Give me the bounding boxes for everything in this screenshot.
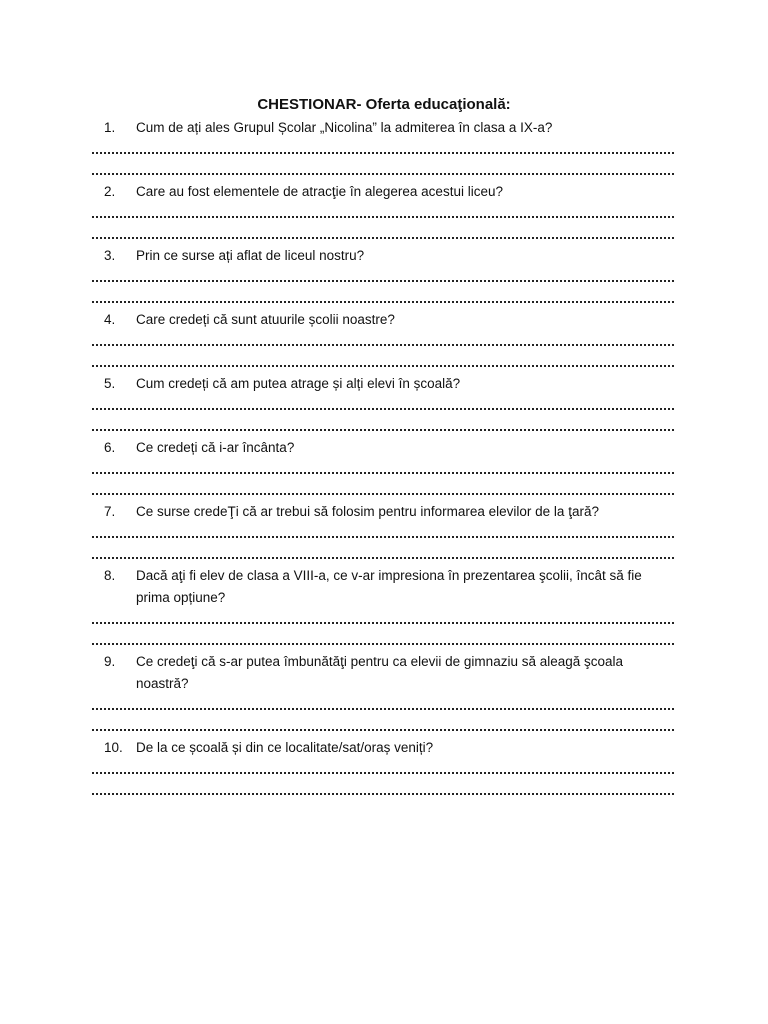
answer-line[interactable] — [92, 267, 674, 288]
answer-line[interactable] — [92, 395, 674, 416]
question-item — [92, 245, 674, 309]
question-text: Ce surse credeŢi că ar trebui să folosim pentru informarea elevilor de la ţară? — [136, 504, 599, 519]
question-number: 6. — [104, 440, 116, 455]
answer-line[interactable] — [92, 695, 674, 716]
answer-line[interactable] — [92, 480, 674, 501]
question-text: Cum credeți că am putea atrage și alți elevi în școală? — [136, 376, 461, 391]
question-text: Prin ce surse ați aflat de liceul nostru? — [136, 248, 365, 263]
answer-line[interactable] — [92, 780, 674, 801]
question-number: 1. — [104, 120, 116, 135]
question-text: Ce credeți că i-ar încânta? — [136, 440, 295, 455]
question-text: De la ce școală și din ce localitate/sat/oraș veniți? — [136, 740, 434, 755]
answer-line[interactable] — [92, 459, 674, 480]
question-item — [92, 117, 674, 181]
answer-line[interactable] — [92, 523, 674, 544]
answer-line[interactable] — [92, 630, 674, 651]
question-item — [92, 373, 674, 437]
answer-line[interactable] — [92, 224, 674, 245]
question-text: Dacă aţi fi elev de clasa a VIII-a, ce v-ar impresiona în prezentarea şcolii, încât să fie prima opțiune? — [136, 568, 642, 605]
question-item — [92, 565, 674, 651]
page-title: CHESTIONAR- Oferta educaţională: — [257, 96, 511, 113]
answer-line[interactable] — [92, 416, 674, 437]
question-number: 3. — [104, 248, 116, 263]
answer-line[interactable] — [92, 288, 674, 309]
question-number: 2. — [104, 184, 116, 199]
question-item — [92, 181, 674, 245]
question-text: Care au fost elementele de atracţie în alegerea acestui liceu? — [136, 184, 503, 199]
answer-line[interactable] — [92, 139, 674, 160]
answer-line[interactable] — [92, 609, 674, 630]
answer-line[interactable] — [92, 716, 674, 737]
question-item — [92, 309, 674, 373]
question-text: Cum de ați ales Grupul Școlar „Nicolina” la admiterea în clasa a IX-a? — [136, 120, 553, 135]
answer-line[interactable] — [92, 759, 674, 780]
question-number: 7. — [104, 504, 116, 519]
question-text: Care credeți că sunt atuurile școlii noastre? — [136, 312, 395, 327]
question-item — [92, 651, 674, 737]
answer-line[interactable] — [92, 203, 674, 224]
answer-line[interactable] — [92, 352, 674, 373]
answer-line[interactable] — [92, 544, 674, 565]
question-item — [92, 737, 674, 801]
question-number: 9. — [104, 654, 116, 669]
answer-line[interactable] — [92, 331, 674, 352]
question-text: Ce credeţi că s-ar putea îmbunătăţi pentru ca elevii de gimnaziu să aleagă şcoala noastră? — [136, 654, 624, 691]
question-item — [92, 437, 674, 501]
question-number: 10. — [104, 740, 123, 755]
question-number: 8. — [104, 568, 116, 583]
question-number: 5. — [104, 376, 116, 391]
answer-line[interactable] — [92, 160, 674, 181]
question-number: 4. — [104, 312, 116, 327]
question-item — [92, 501, 674, 565]
question-list — [92, 117, 674, 801]
